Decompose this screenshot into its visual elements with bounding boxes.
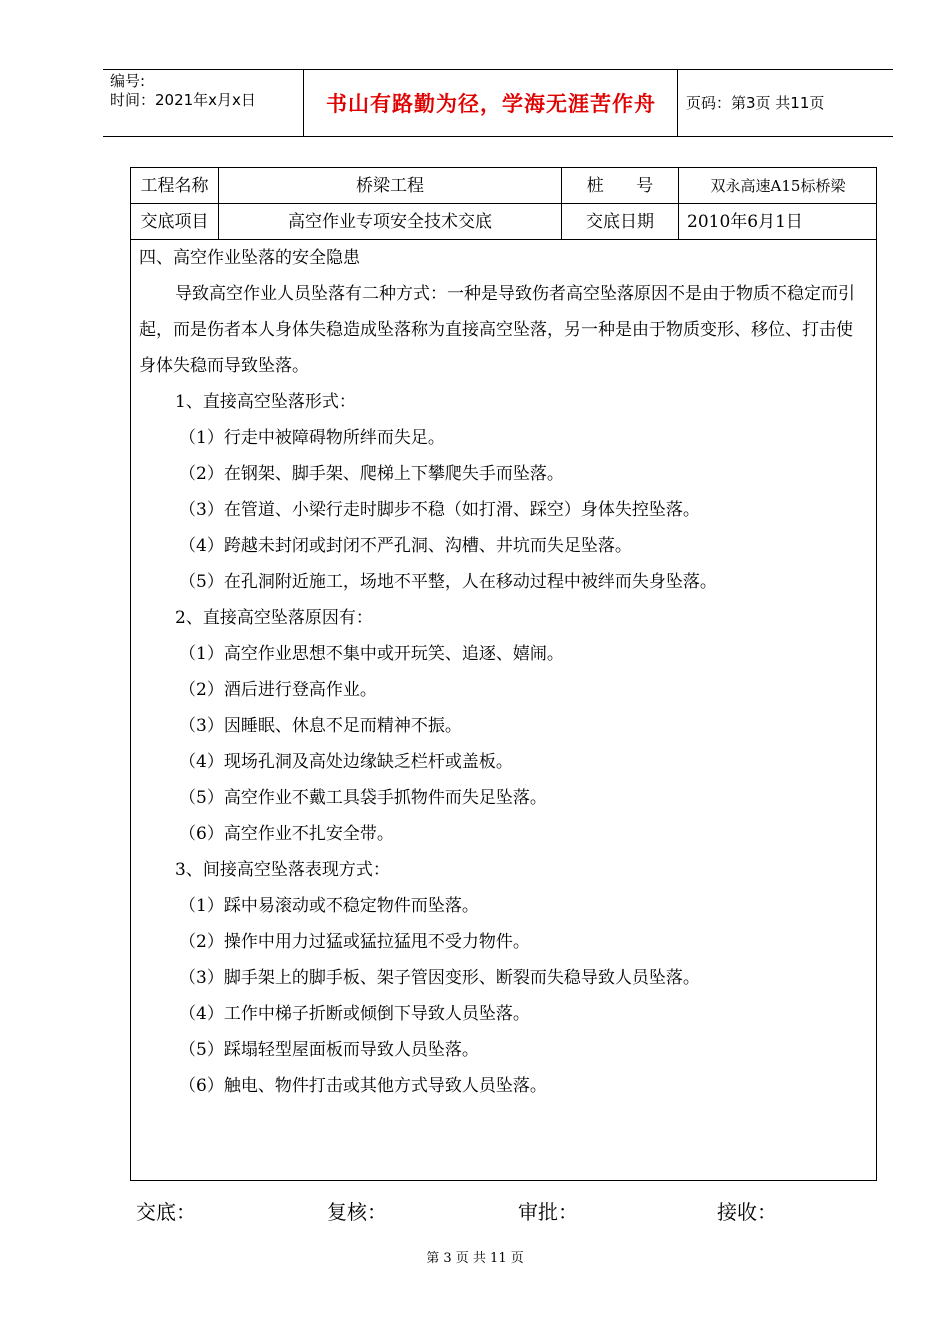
- list-item: （2）酒后进行登高作业。: [179, 680, 377, 700]
- list-item: （6）高空作业不扎安全带。: [179, 824, 394, 844]
- list-item: （3）在管道、小梁行走时脚步不稳（如打滑、踩空）身体失控坠落。: [179, 500, 700, 520]
- list-item: （6）触电、物件打击或其他方式导致人员坠落。: [179, 1076, 547, 1096]
- page-number: 第 3 页 共 11 页: [426, 1251, 524, 1266]
- signature-disclosure: 交底：: [136, 1200, 196, 1224]
- list-item: （1）踩中易滚动或不稳定物件而坠落。: [179, 896, 479, 916]
- signature-receive: 接收：: [717, 1200, 777, 1224]
- disclosure-date-label: 交底日期: [586, 212, 654, 232]
- disclosure-content: [139, 240, 868, 1104]
- list-item: （5）高空作业不戴工具袋手抓物件而失足坠落。: [179, 788, 547, 808]
- disclosure-date-value: 2010年6月1日: [687, 212, 803, 232]
- header-slogan: 书山有路勤为径，学海无涯苦作舟: [326, 92, 656, 116]
- list-item: （2）在钢架、脚手架、爬梯上下攀爬失手而坠落。: [179, 464, 564, 484]
- header-bottom-rule: [103, 136, 893, 137]
- group-heading: 2、直接高空坠落原因有：: [175, 608, 373, 628]
- document-time: 时间：2021年x月x日: [110, 91, 256, 109]
- list-item: （1）行走中被障碍物所绊而失足。: [179, 428, 445, 448]
- header-top-rule: [103, 69, 893, 70]
- list-item: （5）在孔洞附近施工，场地不平整，人在移动过程中被绊而失身坠落。: [179, 572, 717, 592]
- document-number: 编号:: [110, 72, 146, 90]
- intro-paragraph: 导致高空作业人员坠落有二种方式：一种是导致伤者高空坠落原因不是由于物质不稳定而引起，而是伤者本人身体失稳造成坠落称为直接高空坠落，另一种是由于物质变形、移位、打击使身体失稳而导致坠落。: [139, 284, 855, 376]
- stake-value: 双永高速A15标桥梁: [710, 177, 846, 195]
- stake-label: 桩 号: [586, 176, 654, 196]
- list-item: （1）高空作业思想不集中或开玩笑、追逐、嬉闹。: [179, 644, 564, 664]
- disclosure-item-value: 高空作业专项安全技术交底: [288, 212, 492, 232]
- group-heading: 1、直接高空坠落形式：: [175, 392, 356, 412]
- list-item: （4）工作中梯子折断或倾倒下导致人员坠落。: [179, 1004, 530, 1024]
- disclosure-table: [130, 167, 877, 1181]
- list-item: （3）因睡眠、休息不足而精神不振。: [179, 716, 462, 736]
- group-heading: 3、间接高空坠落表现方式：: [175, 860, 390, 880]
- signature-review: 复核：: [327, 1200, 387, 1224]
- signature-approval: 审批：: [518, 1200, 578, 1224]
- list-item: （4）现场孔洞及高处边缘缺乏栏杆或盖板。: [179, 752, 513, 772]
- project-name-label: 工程名称: [140, 176, 209, 196]
- disclosure-item-label: 交底项目: [140, 212, 209, 232]
- section-title: 四、高空作业坠落的安全隐患: [139, 248, 360, 268]
- project-name-value: 桥梁工程: [356, 176, 424, 196]
- list-item: （2）操作中用力过猛或猛拉猛甩不受力物件。: [179, 932, 530, 952]
- list-item: （5）踩塌轻型屋面板而导致人员坠落。: [179, 1040, 479, 1060]
- list-item: （3）脚手架上的脚手板、架子管因变形、断裂而失稳导致人员坠落。: [179, 968, 700, 988]
- header-page-info: 页码：第3页 共11页: [686, 94, 825, 112]
- list-item: （4）跨越未封闭或封闭不严孔洞、沟槽、井坑而失足坠落。: [179, 536, 632, 556]
- header-meta: [110, 72, 256, 110]
